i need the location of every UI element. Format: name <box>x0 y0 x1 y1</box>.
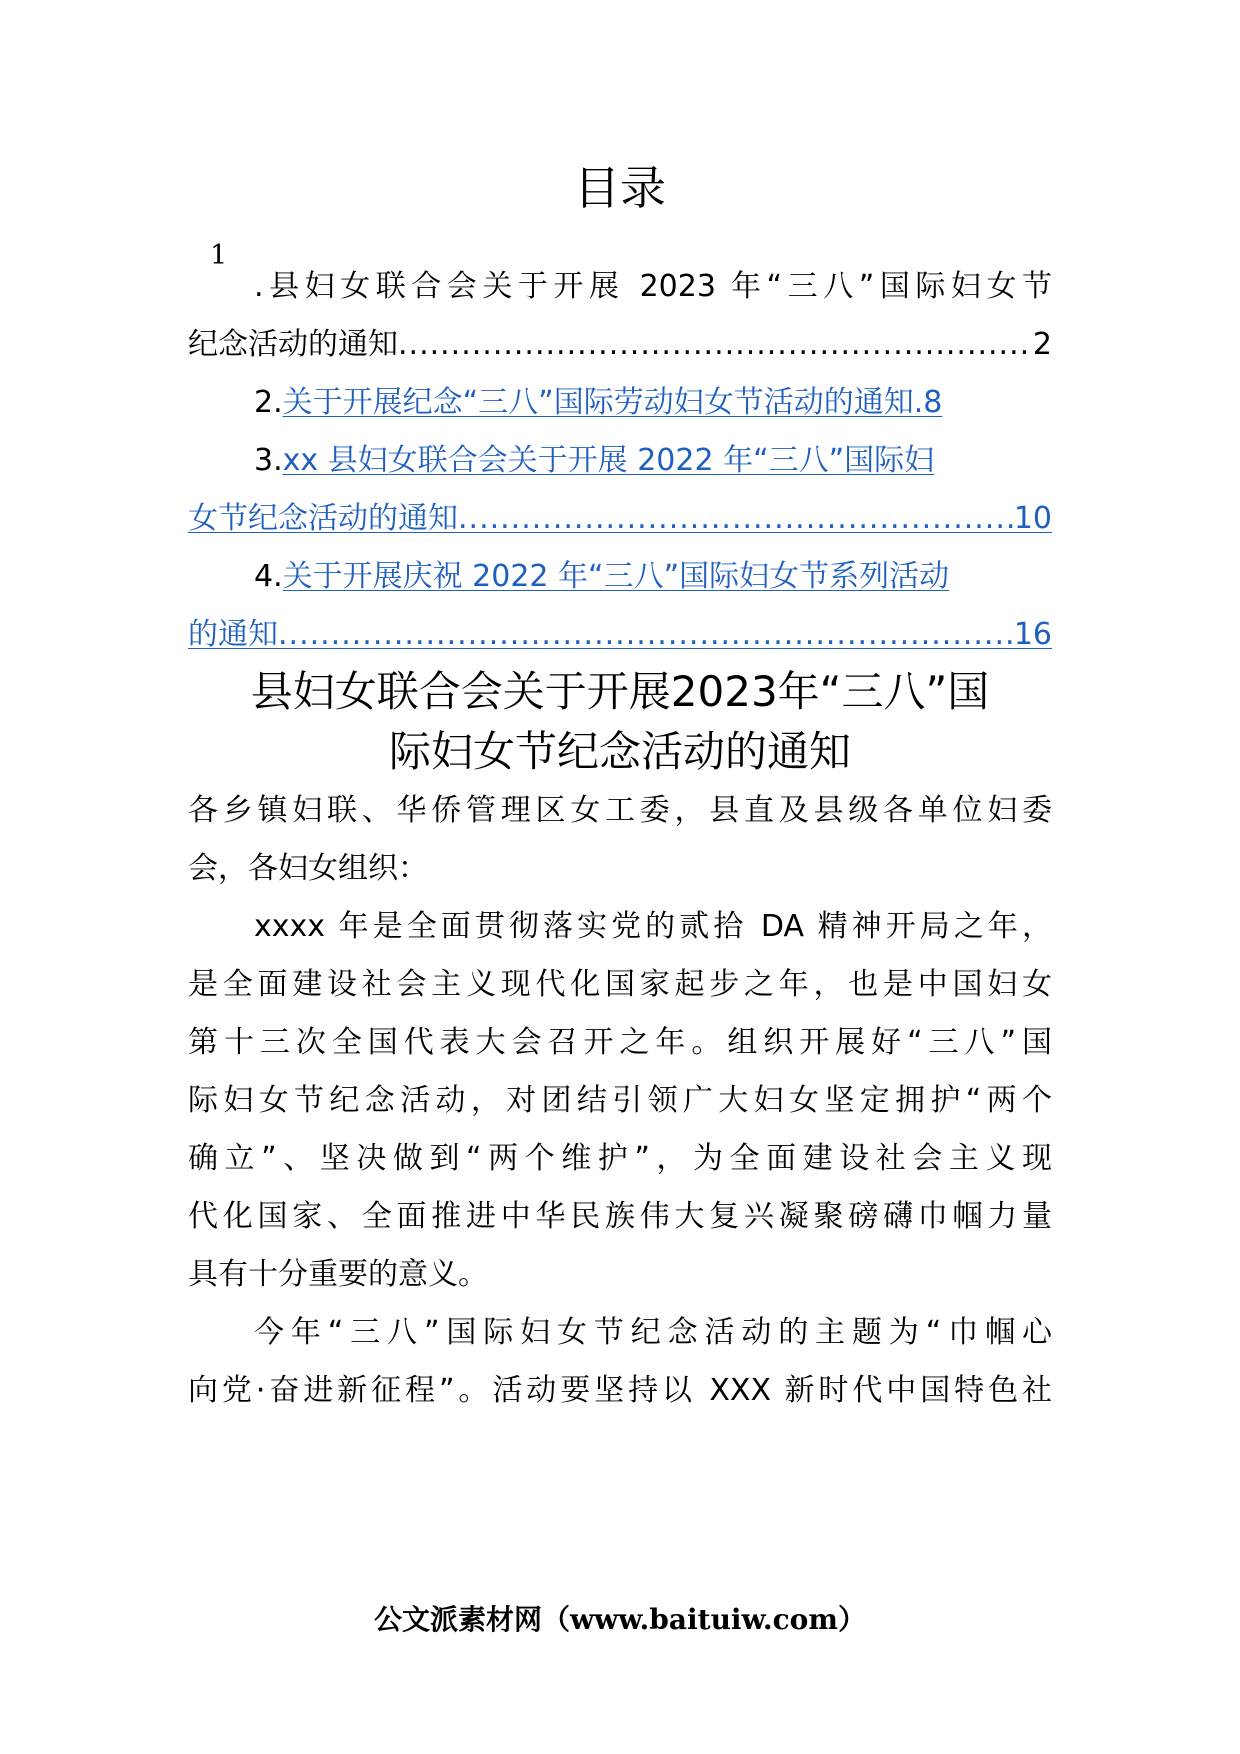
document-title-line1: 县妇女联合会关于开展2023年“三八”国 <box>250 667 990 716</box>
paragraph-2-line: 今年“三八”国际妇女节纪念活动的主题为“巾帼心 <box>254 1315 1052 1350</box>
toc-item-1-page: 2 <box>1032 327 1052 362</box>
toc-leader-dots <box>398 324 1033 366</box>
toc-item-1-text: .县妇女联合会关于开展 2023 年“三八”国际妇女节 <box>254 269 1052 304</box>
paragraph-2-line: 向党·奋进新征程”。活动要坚持以 XXX 新时代中国特色社 <box>188 1373 1052 1408</box>
toc-title: 目录 <box>574 161 666 215</box>
paragraph-1-line: 确立”、坚决做到“两个维护”，为全面建设社会主义现 <box>188 1141 1052 1176</box>
toc-item-3-line2[interactable] <box>188 498 1052 540</box>
toc-item-3-page[interactable]: 10 <box>1013 501 1052 536</box>
toc-item-4-link-cont[interactable]: 的通知 <box>188 617 278 652</box>
toc-item-4-number: 4. <box>254 559 283 594</box>
toc-item-3-number: 3. <box>254 443 283 478</box>
toc-item-1-text-cont: 纪念活动的通知 <box>188 327 398 362</box>
toc-item-2-number: 2. <box>254 385 283 420</box>
document-title-line2: 际妇女节纪念活动的通知 <box>388 727 851 776</box>
toc-item-4-line1[interactable] <box>254 556 1052 598</box>
toc-item-4-link[interactable]: 关于开展庆祝 2022 年“三八”国际妇女节系列活动 <box>282 559 950 594</box>
paragraph-1-line: xxxx 年是全面贯彻落实党的贰拾 DA 精神开局之年， <box>254 909 1052 944</box>
toc-leader-dots <box>278 614 1014 656</box>
toc-item-3-link-cont[interactable]: 女节纪念活动的通知 <box>188 501 458 536</box>
toc-item-2[interactable] <box>254 382 1052 424</box>
toc-item-1-line2 <box>188 324 1052 366</box>
toc-leader-dots <box>458 498 1014 540</box>
toc-item-4-line2[interactable] <box>188 614 1052 656</box>
paragraph-1-line: 际妇女节纪念活动，对团结引领广大妇女坚定拥护“两个 <box>188 1083 1052 1118</box>
paragraph-1-line: 第十三次全国代表大会召开之年。组织开展好“三八”国 <box>188 1025 1052 1060</box>
toc-item-1-line1 <box>254 266 1052 308</box>
paragraph-1-line: 具有十分重要的意义。 <box>188 1257 488 1292</box>
salutation-line1: 各乡镇妇联、华侨管理区女工委，县直及县级各单位妇委 <box>188 793 1052 828</box>
paragraph-1-line: 是全面建设社会主义现代化国家起步之年，也是中国妇女 <box>188 967 1052 1002</box>
footer-watermark: 公文派素材网（www.baituiw.com） <box>374 1603 866 1636</box>
toc-item-3-line1[interactable] <box>254 440 1052 482</box>
toc-item-3-link[interactable]: xx 县妇女联合会关于开展 2022 年“三八”国际妇 <box>282 443 935 478</box>
paragraph-1-line: 代化国家、全面推进中华民族伟大复兴凝聚磅礴巾帼力量 <box>188 1199 1052 1234</box>
salutation-line2: 会，各妇女组织： <box>188 851 428 886</box>
toc-item-4-page[interactable]: 16 <box>1013 617 1052 652</box>
toc-number-marker: 1 <box>210 240 228 271</box>
toc-item-2-link[interactable]: 关于开展纪念“三八”国际劳动妇女节活动的通知.8 <box>282 385 943 420</box>
